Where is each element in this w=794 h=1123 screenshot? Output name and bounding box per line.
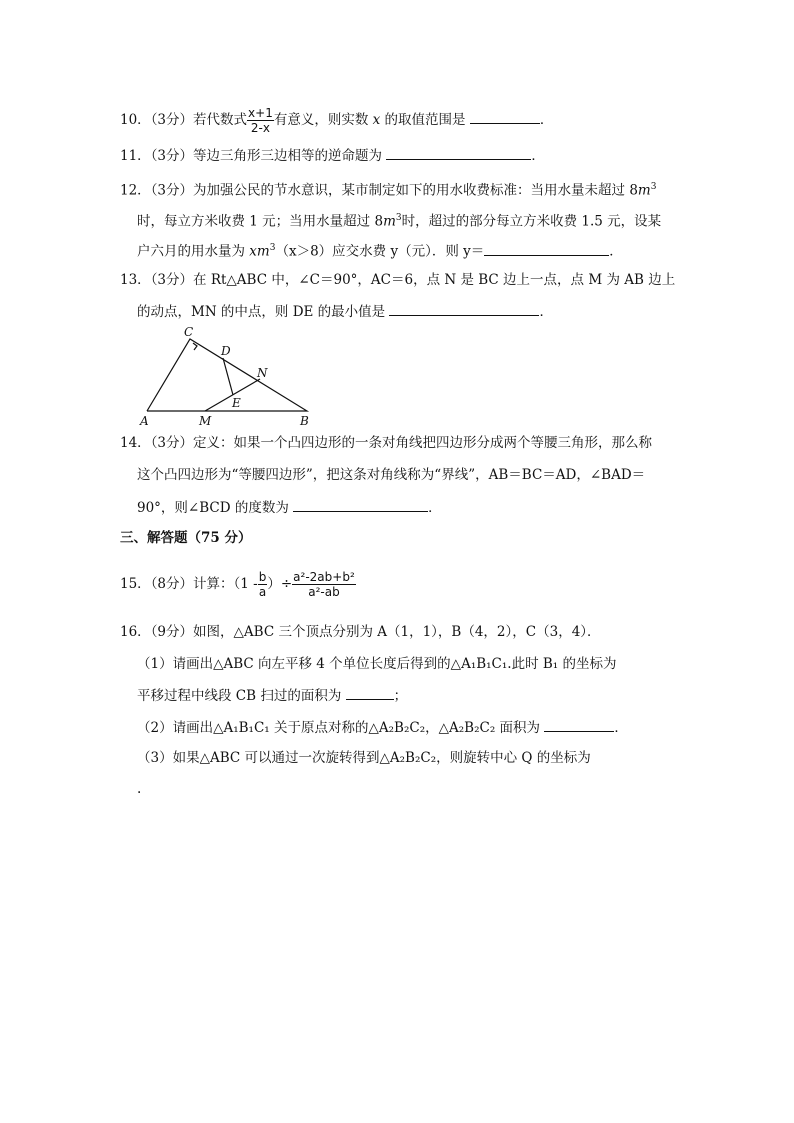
- label-e: E: [232, 396, 241, 410]
- answer-blank[interactable]: [386, 145, 531, 160]
- question-14-line2: 这个凸四边形为“等腰四边形”，把这条对角线称为“界线”，AB＝BC＝AD，∠BAD＝: [137, 467, 646, 483]
- answer-blank[interactable]: [484, 241, 609, 256]
- question-12-line3: 户六月的用水量为 $xm^3(x>8)$应交水费 y（元）．则 y＝ ．: [137, 238, 623, 262]
- question-16-part3-end: .: [137, 781, 142, 797]
- question-10: 10．（3分）若代数式 $\frac{x+1}{2-x}$ 有意义，则实数 x 的取值范围是 ．: [120, 106, 554, 135]
- question-14: 14．（3分）定义：如果一个凸四边形的一条对角线把四边形分成两个等腰三角形，那么称: [120, 435, 653, 451]
- fraction: $\frac{x+1}{2-x}$: [248, 106, 273, 135]
- right-angle-mark: [193, 343, 197, 350]
- fraction: $\frac{b}{a}$: [258, 570, 267, 599]
- question-16-part1-line2: 平移过程中线段 CB 扫过的面积为 ；: [137, 685, 407, 706]
- question-15: 15．（8分）计算：（1 - $\frac{b}{a}$ ）÷ $\frac{\text{a²-2ab+b²}}{\text{a²-ab}}$: [120, 570, 355, 599]
- answer-blank[interactable]: [544, 717, 614, 732]
- label-n: N: [257, 366, 268, 380]
- question-12-line2: 时，每立方米收费 1 元；当用水量超过 $8m^3$时，超过的部分每立方米收费 1.5 元，设某: [137, 213, 662, 230]
- label-a: A: [140, 414, 149, 428]
- label-m: M: [199, 414, 212, 428]
- triangle-figure: [135, 322, 325, 430]
- label-c: C: [184, 325, 194, 339]
- question-14-line3: 90°，则∠BCD 的度数为 ．: [137, 497, 442, 518]
- fraction: $\frac{\text{a²-2ab+b²}}{\text{a²-ab}}$: [293, 570, 355, 599]
- section-title: 三、解答题（75 分）: [120, 530, 252, 546]
- answer-blank[interactable]: [293, 497, 428, 512]
- question-16-part1: （1）请画出△ABC 向左平移 4 个单位长度后得到的△A₁B₁C₁.此时 B₁ 的坐标为: [137, 656, 617, 672]
- answer-blank[interactable]: [389, 301, 539, 316]
- question-11: 11．（3分）等边三角形三边相等的逆命题为 ．: [120, 145, 545, 166]
- answer-blank[interactable]: [470, 109, 540, 124]
- question-12: 12．（3分）为加强公民的节水意识，某市制定如下的用水收费标准：当用水量未超过 $8m^3$: [120, 182, 657, 199]
- label-d: D: [221, 344, 231, 358]
- question-16: 16．（9分）如图，△ABC 三个顶点分别为 A（1，1），B（4，2），C（3，4）．: [120, 624, 601, 640]
- question-13: 13．（3分）在 Rt△ABC 中，∠C＝90°，AC＝6，点 N 是 BC 边上一点，点 M 为 AB 边上: [120, 272, 676, 288]
- answer-blank[interactable]: [346, 685, 394, 700]
- question-13-line2: 的动点，MN 的中点，则 DE 的最小值是 ．: [137, 301, 553, 322]
- segment-de: [223, 358, 233, 395]
- question-16-part3: （3）如果△ABC 可以通过一次旋转得到△A₂B₂C₂，则旋转中心 Q 的坐标为: [137, 750, 591, 766]
- question-16-part2: （2）请画出△A₁B₁C₁ 关于原点对称的△A₂B₂C₂，△A₂B₂C₂ 面积为 ．: [137, 717, 628, 738]
- label-b: B: [300, 414, 309, 428]
